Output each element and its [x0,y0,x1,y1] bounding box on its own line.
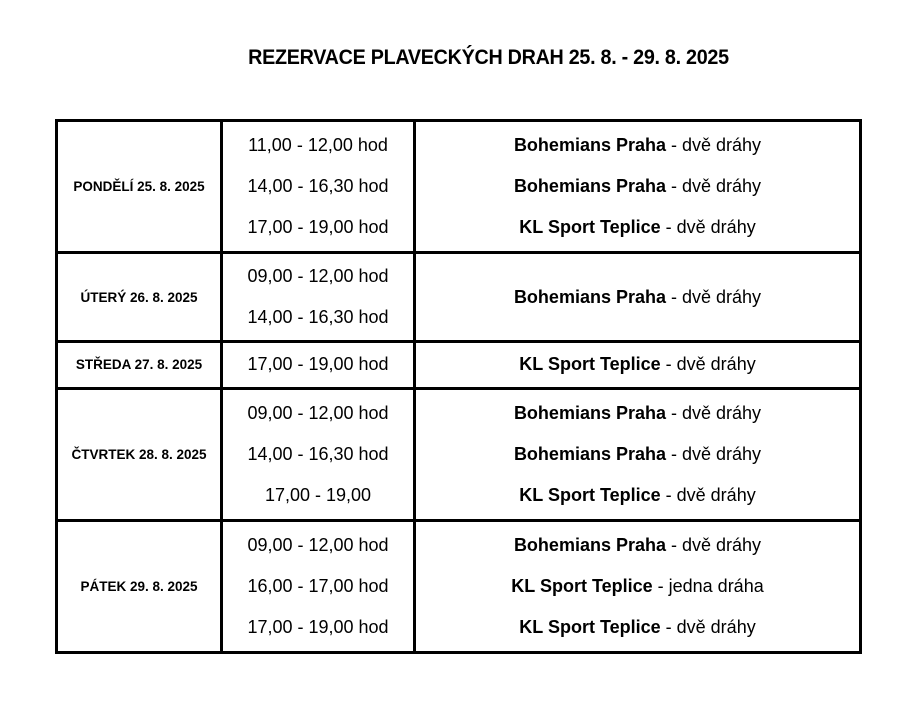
club-name: Bohemians Praha [513,443,666,464]
lane-note: - jedna dráha [652,575,764,596]
time-cell [222,121,415,253]
lane-note: - dvě dráhy [660,217,756,238]
club-name: Bohemians Praha [513,176,666,197]
reservation-cell [415,520,861,652]
table-row-wednesday [57,342,861,388]
time-slot: 17,00 - 19,00 hod [247,616,389,637]
time-cell [222,342,415,388]
reservation-cell [415,388,861,520]
time-slot: 14,00 - 16,30 hod [247,443,389,464]
time-slot: 11,00 - 12,00 hod [248,135,388,156]
club-name: KL Sport Teplice [519,616,661,637]
reservation-entry [416,434,859,475]
reservation-entry [416,277,859,318]
lane-note: - dvě dráhy [666,286,762,307]
table-row-monday [57,121,861,253]
lane-note: - dvě dráhy [666,534,762,555]
lane-note: - dvě dráhy [660,616,756,637]
time-slot: 09,00 - 12,00 hod [247,266,389,287]
club-name: KL Sport Teplice [511,575,653,596]
reservation-cell [415,253,861,342]
table-row-thursday [57,388,861,520]
time-slot: 17,00 - 19,00 [264,484,372,505]
day-cell: PONDĚLÍ 25. 8. 2025 [57,121,222,253]
table-row-tuesday [57,253,861,342]
club-name: KL Sport Teplice [519,484,661,505]
lane-note: - dvě dráhy [660,484,756,505]
club-name: KL Sport Teplice [519,217,661,238]
reservation-entry [416,525,859,566]
lane-note: - dvě dráhy [666,402,762,423]
table-row-friday [57,520,861,652]
reservation-entry [416,344,859,385]
reservation-entry [416,393,859,434]
reservation-entry [416,607,859,648]
club-name: Bohemians Praha [513,135,666,156]
day-cell: STŘEDA 27. 8. 2025 [57,342,222,388]
lane-note: - dvě dráhy [666,443,762,464]
reservation-cell [415,342,861,388]
lane-note: - dvě dráhy [660,354,756,375]
time-cell [222,388,415,520]
reservation-table [55,119,862,654]
page-title: REZERVACE PLAVECKÝCH DRAH 25. 8. - 29. 8. 2025 [248,46,729,69]
time-cell [222,520,415,652]
time-cell [222,253,415,342]
day-cell: PÁTEK 29. 8. 2025 [57,520,222,652]
time-slot: 09,00 - 12,00 hod [247,402,389,423]
time-slot: 14,00 - 16,30 hod [247,176,389,197]
lane-note: - dvě dráhy [666,176,762,197]
lane-note: - dvě dráhy [666,135,762,156]
day-cell: ČTVRTEK 28. 8. 2025 [57,388,222,520]
reservation-entry [416,207,859,248]
reservation-entry [416,166,859,207]
club-name: Bohemians Praha [513,534,666,555]
time-slot: 16,00 - 17,00 hod [247,575,389,596]
reservation-entry [416,566,859,607]
reservation-entry [416,125,859,166]
time-slot: 14,00 - 16,30 hod [247,307,389,328]
time-slot: 17,00 - 19,00 hod [247,217,389,238]
club-name: KL Sport Teplice [519,354,661,375]
time-slot: 17,00 - 19,00 hod [247,354,389,375]
time-slot: 09,00 - 12,00 hod [247,534,389,555]
club-name: Bohemians Praha [513,402,666,423]
club-name: Bohemians Praha [513,286,666,307]
reservation-cell [415,121,861,253]
reservation-entry [416,475,859,516]
day-cell: ÚTERÝ 26. 8. 2025 [57,253,222,342]
